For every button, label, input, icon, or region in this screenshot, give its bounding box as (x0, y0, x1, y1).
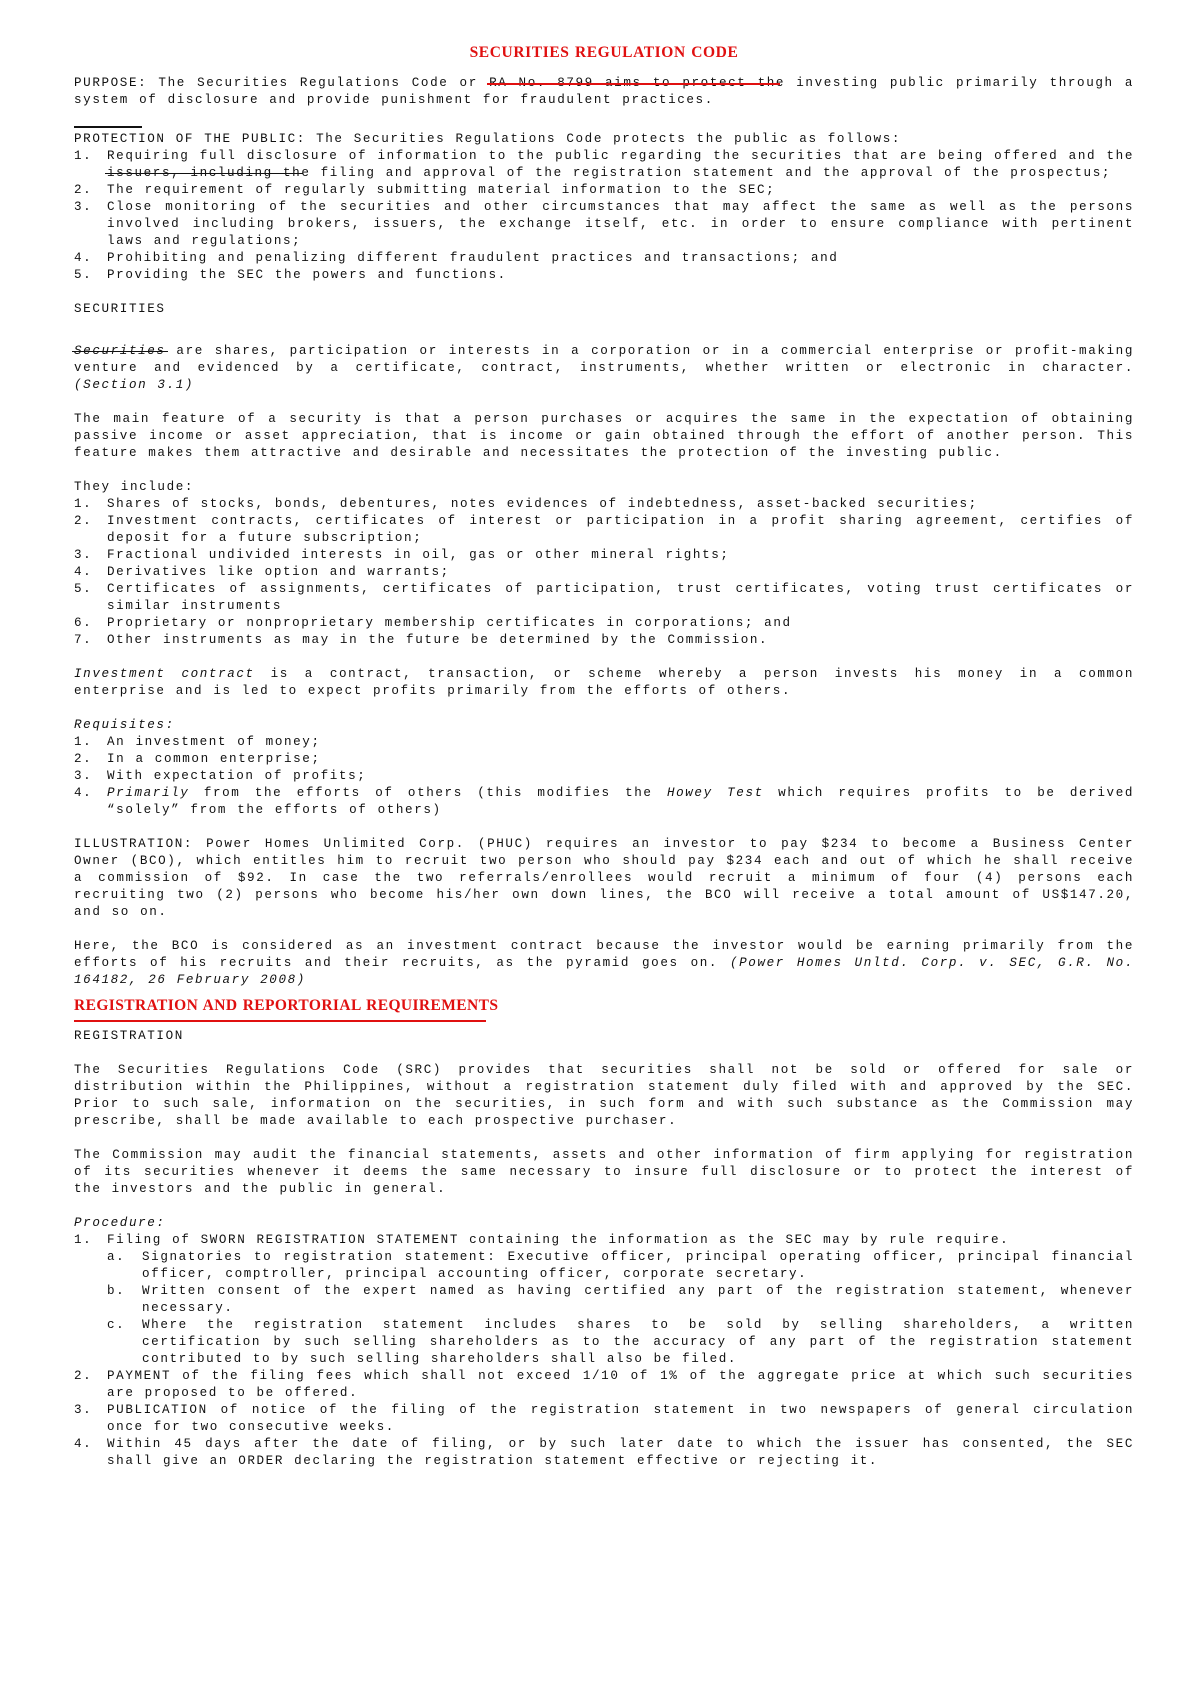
include-list (74, 496, 1134, 649)
list-item: 4. Prohibiting and penalizing different fraudulent practices and transactions; and (74, 251, 839, 265)
list-item: 4. Derivatives like option and warrants; (74, 565, 450, 579)
divider (74, 126, 142, 128)
section-divider (74, 1020, 486, 1022)
sub-list-item: a. Signatories to registration statement: Executive officer, principal operating officer, principal financial officer, comptroller, principal accounting officer, corporate secretary. (107, 1250, 1134, 1281)
list-item: 6. Proprietary or nonproprietary membership certificates in corporations; and (74, 616, 792, 630)
page-title: SECURITIES REGULATION CODE (469, 44, 739, 61)
include-heading: They include: (74, 480, 195, 494)
investment-contract-definition: Investment contract is a contract, transaction, or scheme whereby a person invests his money in a common enterprise and is led to expect profits primarily from the efforts of others. (74, 667, 1134, 698)
list-item: 1. Filing of SWORN REGISTRATION STATEMENT containing the information as the SEC may by rule require. (74, 1233, 1010, 1247)
purpose-rest: e investing public primarily through a system of disclosure and provide punishment for fraudulent practices. (74, 76, 1135, 107)
list-item: 3. PUBLICATION of notice of the filing of the registration statement in two newspapers of general circulation once for two consecutive weeks. (74, 1403, 1134, 1434)
sub-list-item: b. Written consent of the expert named as having certified any part of the registration statement, whenever necessary. (107, 1284, 1134, 1315)
purpose-struck-text: RA No. 8799 aims to protect th (489, 76, 776, 90)
requisites-heading: Requisites: (74, 718, 175, 732)
pyramid-paragraph: Here, the BCO is considered as an investment contract because the investor would be earning primarily from the efforts of his recruits and their recruits, as the pyramid goes on. (Power Homes Unltd. Corp. v. SEC, G.R. No. 164182, 26 February 2008) (74, 939, 1134, 987)
list-item: 2. PAYMENT of the filing fees which shall not exceed 1/10 of 1% of the aggregate price at which such securities are proposed to be offered. (74, 1369, 1134, 1400)
securities-definition: Securities are shares, participation or interests in a corporation or in a commercial enterprise or profit-making venture and evidenced by a certificate, contract, instruments, whether written or electronic in character. (Section 3.1) (74, 344, 1134, 392)
securities-heading: SECURITIES (74, 302, 166, 316)
illustration-paragraph: ILLUSTRATION: Power Homes Unlimited Corp. (PHUC) requires an investor to pay $234 to become a Business Center Owner (BCO), which entitles him to recruit two person who should pay $234 each and out of which he shall receive a commission of $92. In case the two referrals/enrollees would recruit a minimum of four (4) persons each recruiting two (2) persons who become his/her own down lines, the BCO will receive a total amount of US$147.20, and so on. (74, 837, 1134, 919)
list-item: 4. Within 45 days after the date of filing, or by such later date to which the issuer has consented, the SEC shall give an ORDER declaring the registration statement effective or rejecting it. (74, 1437, 1134, 1468)
registration-paragraph-1: The Securities Regulations Code (SRC) provides that securities shall not be sold or offered for sale or distribution within the Philippines, without a registration statement duly filed with and approved by the SEC. Prior to such sale, information on the securities, in such form and with such substance as the Commission may prescribe, shall be made available to each prospective purchaser. (74, 1063, 1134, 1128)
registration-paragraph-2: The Commission may audit the financial statements, assets and other information of firm applying for registration of its securities whenever it deems the same necessary to insure full disclosure or to protect the interest of the investors and the public in general. (74, 1148, 1134, 1196)
list-item: 2. The requirement of regularly submitting material information to the SEC; (74, 183, 776, 197)
procedure-list (74, 1232, 1134, 1249)
document-page (74, 44, 1134, 1487)
list-item: 1. Requiring full disclosure of information to the public regarding the securities that are being offered and the issuers, including the filing and approval of the registration statement and the approval of the prospectus; (74, 149, 1134, 180)
procedure-sublist (74, 1249, 1134, 1368)
sub-list-item: c. Where the registration statement includes shares to be sold by selling shareholders, a written certification by such selling shareholders as to the accuracy of any part of the registration statement contributed to by such selling shareholders shall also be filed. (107, 1318, 1134, 1366)
list-item: 5. Certificates of assignments, certificates of participation, trust certificates, voting trust certificates or similar instruments (74, 582, 1134, 613)
list-item: 1. An investment of money; (74, 735, 321, 749)
list-item: 2. In a common enterprise; (74, 752, 321, 766)
registration-heading: REGISTRATION (74, 1029, 184, 1043)
struck-text: Securities (74, 344, 166, 358)
list-item: 3. With expectation of profits; (74, 769, 367, 783)
list-item: 1. Shares of stocks, bonds, debentures, notes evidences of indebtedness, asset-backed securities; (74, 497, 978, 511)
requisites-list (74, 734, 1134, 819)
securities-feature: The main feature of a security is that a person purchases or acquires the same in the expectation of obtaining passive income or asset appreciation, that is income or gain obtained through the effort of another person. This feature makes them attractive and desirable and necessitates the protection of the investing public. (74, 412, 1134, 460)
section-heading-registration: REGISTRATION AND REPORTORIAL REQUIREMENTS (74, 997, 499, 1014)
list-item: 2. Investment contracts, certificates of interest or participation in a profit sharing agreement, certifies of deposit for a future subscription; (74, 514, 1134, 545)
struck-text: issuers, including th (107, 166, 302, 180)
procedure-list-continued (74, 1368, 1134, 1470)
procedure-heading: Procedure: (74, 1216, 166, 1230)
protection-list (74, 148, 1134, 284)
protection-heading: PROTECTION OF THE PUBLIC: The Securities Regulations Code protects the public as follows: (74, 132, 902, 146)
list-item: 5. Providing the SEC the powers and functions. (74, 268, 507, 282)
list-item: 7. Other instruments as may in the future be determined by the Commission. (74, 633, 769, 647)
purpose-paragraph (74, 75, 1134, 109)
list-item: 3. Fractional undivided interests in oil, gas or other mineral rights; (74, 548, 730, 562)
purpose-lead: PURPOSE: The Securities Regulations Code or (74, 76, 490, 90)
list-item: 4. Primarily from the efforts of others (this modifies the Howey Test which requires profits to be derived “solely” from the efforts of others) (74, 786, 1135, 817)
list-item: 3. Close monitoring of the securities and other circumstances that may affect the same as well as the persons involved including brokers, issuers, the exchange itself, etc. in order to ensure compliance with pertinent laws and regulations; (74, 200, 1134, 248)
